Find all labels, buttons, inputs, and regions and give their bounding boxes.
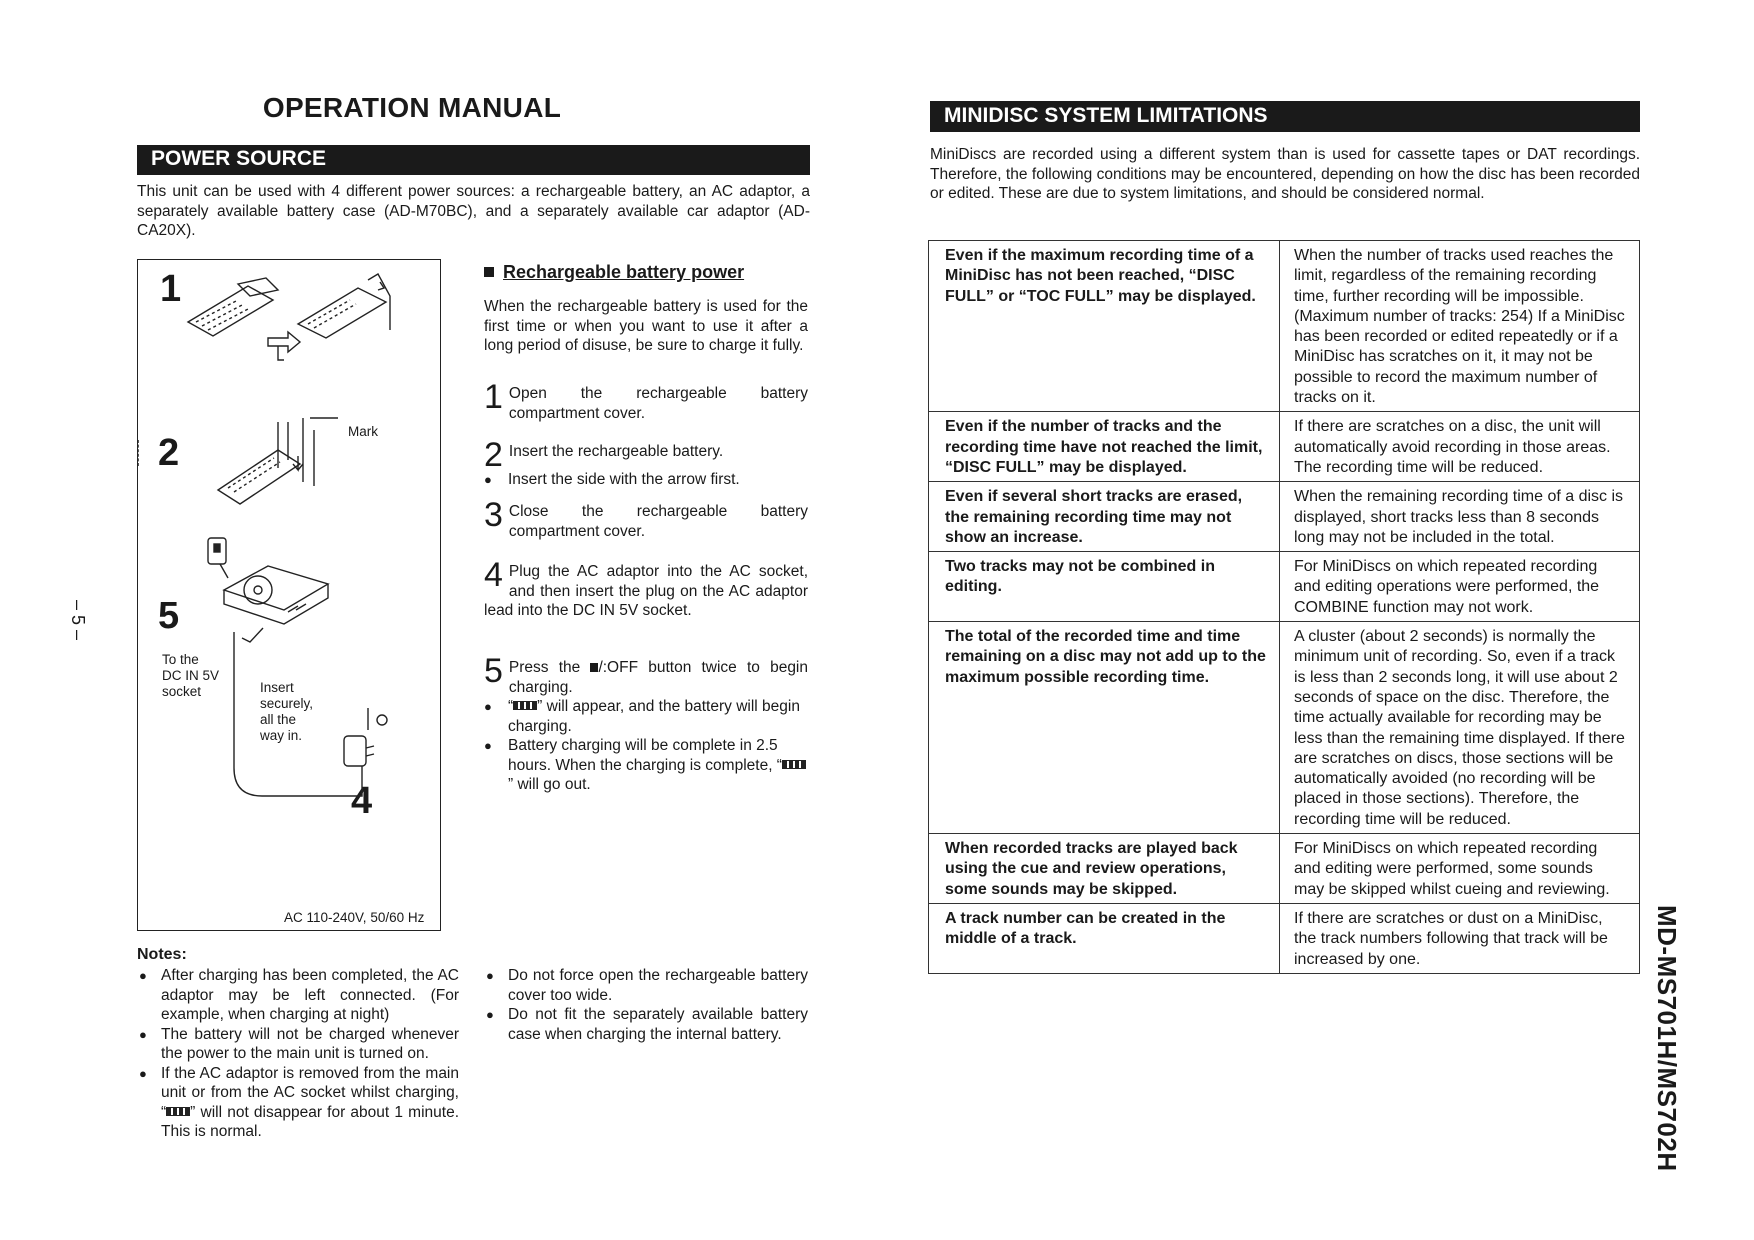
step-number: 2 [484, 436, 503, 474]
step-number: 1 [484, 378, 503, 416]
table-row [929, 552, 1640, 622]
condition-cell: Even if the maximum recording time of a MiniDisc has not been reached, “DISC FULL” or “TOC FULL” may be displayed. [929, 241, 1280, 412]
note-item [137, 1064, 459, 1142]
table-row [929, 241, 1640, 412]
explanation-cell: If there are scratches on a disc, the unit will automatically avoid recording in those areas. The recording time will be reduced. [1280, 412, 1640, 482]
table-row [929, 834, 1640, 904]
step-2 [484, 436, 808, 490]
battery-compartment-close-drawing [298, 274, 390, 338]
dc-in-socket-label: To the DC IN 5V socket [162, 652, 220, 699]
note-item: ● After charging has been completed, the AC adaptor may be left connected. (For example, when charging at night) [137, 966, 459, 1025]
arrow-right-icon [268, 332, 300, 360]
battery-compartment-open-drawing [188, 278, 278, 336]
figure-step-2-label: 2 [158, 432, 180, 474]
step-5-text-before: Press the [508, 659, 591, 676]
power-source-intro: This unit can be used with 4 different power sources: a rechargeable battery, an AC adaptor, a separately available battery case (AD-M70BC), and a separately available car adaptor (AD-CA20X). [137, 183, 810, 239]
step-text: Plug the AC adaptor into the AC socket, and then insert the plug on the AC adaptor lead into the DC IN 5V socket. [484, 563, 808, 619]
condition-cell: The total of the recorded time and time remaining on a disc may not add up to the maximum possible recording time. [929, 622, 1280, 834]
battery-illustration-svg [138, 260, 440, 930]
battery-indicator-icon [513, 701, 537, 710]
square-bullet-icon [484, 267, 494, 277]
step-1 [484, 378, 808, 423]
notes-right-column [484, 966, 808, 1044]
explanation-cell: For MiniDiscs on which repeated recording and editing were performed, some sounds may be skipped whilst cueing and reviewing. [1280, 834, 1640, 904]
notes-heading: Notes: [137, 946, 187, 963]
explanation-cell: When the remaining recording time of a disc is displayed, short tracks less than 8 seconds long may not be included in the total. [1280, 482, 1640, 552]
step-number: 3 [484, 496, 503, 534]
table-row [929, 903, 1640, 973]
step-text [484, 652, 808, 697]
figure-step-1-label: 1 [160, 268, 182, 310]
model-number: MD-MS701H/MS702H [1652, 905, 1682, 1172]
note-text-before: If the AC adaptor is removed from the main unit or from the AC socket whilst charging, “ [161, 1064, 459, 1121]
figure-step-4-label: 4 [351, 780, 373, 822]
section-heading-minidisc-limitations [930, 101, 1640, 132]
table-row [929, 412, 1640, 482]
step-bullet [484, 697, 808, 736]
notes-left-column [137, 966, 459, 1142]
explanation-cell: When the number of tracks used reaches the limit, regardless of the remaining recording time, further recording will be impossible. (Maximum number of tracks: 254) If a MiniDisc has been recorded or edited repeatedly or if a MiniDisc has scratches on it, it may not be possible to record the maximum number of tracks on it. [1280, 241, 1640, 412]
explanation-cell: A cluster (about 2 seconds) is normally the minimum unit of recording. So, even if a track is less than 2 seconds long, it will use about 2 seconds of space on the disc. Therefore, the time actually available for recording may be less than the remaining time displayed. If there are scratches on discs, those sections will be automatically avoided (no recording will be placed in those sections). Therefore, the recording time will be reduced. [1280, 622, 1640, 834]
step-text: Close the rechargeable battery compartment cover. [508, 503, 808, 540]
condition-cell: A track number can be created in the middle of a track. [929, 903, 1280, 973]
step-bullet: ● Insert the side with the arrow first. [484, 470, 808, 490]
ac-voltage-label: AC 110-240V, 50/60 Hz [284, 910, 425, 925]
step-4 [484, 556, 808, 621]
minidisc-intro: MiniDiscs are recorded using a different system than is used for cassette tapes or DAT recordings. Therefore, the following conditions may be encountered, depending on how the disc has been recorded or edited. These are due to system limitations, and should be considered normal. [930, 146, 1640, 202]
step-5-text-after: /:OFF button twice to begin charging. [508, 659, 808, 696]
condition-cell: Even if the number of tracks and the recording time have not reached the limit, “DISC FULL” may be displayed. [929, 412, 1280, 482]
insert-securely-label: Insert securely, all the way in. [260, 680, 314, 743]
note-item: ● Do not fit the separately available battery case when charging the internal battery. [484, 1005, 808, 1044]
table-row [929, 482, 1640, 552]
bullet-text-after: ” will go out. [508, 776, 591, 793]
bullet-text-after: ” will appear, and the battery will begin charging. [508, 698, 800, 735]
rechargeable-heading-text: Rechargeable battery power [503, 262, 745, 282]
note-item: ● Do not force open the rechargeable battery cover too wide. [484, 966, 808, 1005]
table-row [929, 622, 1640, 834]
explanation-cell: If there are scratches or dust on a MiniDisc, the track numbers following that track will be increased by one. [1280, 903, 1640, 973]
rechargeable-battery-heading [484, 262, 744, 283]
step-number: 4 [484, 556, 503, 594]
bullet-text-before: “ [508, 698, 514, 715]
bullet-text-before: Battery charging will be complete in 2.5 hours. When the charging is complete, “ [508, 737, 782, 774]
battery-insert-drawing [218, 418, 338, 504]
note-text-after: ” will not disappear for about 1 minute. This is normal. [161, 1103, 459, 1140]
battery-indicator-icon [782, 760, 806, 769]
battery-installation-figure [137, 259, 441, 931]
step-number: 5 [484, 652, 503, 690]
condition-cell: Two tracks may not be combined in editing. [929, 552, 1280, 622]
rechargeable-intro: When the rechargeable battery is used for the first time or when you want to use it after a long period of disuse, be sure to charge it fully. [484, 298, 808, 354]
page-number: – 5 – [68, 600, 88, 641]
step-text: Insert the rechargeable battery. [508, 443, 724, 460]
figure-step-5-label: 5 [158, 595, 180, 637]
condition-cell: When recorded tracks are played back using the cue and review operations, some sounds may be skipped. [929, 834, 1280, 904]
minidisc-unit-drawing [208, 538, 328, 624]
condition-cell: Even if several short tracks are erased, the remaining recording time may not show an increase. [929, 482, 1280, 552]
step-bullet [484, 736, 808, 795]
note-item: ● The battery will not be charged whenever the power to the main unit is turned on. [137, 1025, 459, 1064]
limitations-table [928, 240, 1640, 974]
step-5 [484, 652, 808, 795]
explanation-cell: For MiniDiscs on which repeated recording and editing operations were performed, the COMBINE function may not work. [1280, 552, 1640, 622]
power-source-heading-text: POWER SOURCE [151, 147, 327, 170]
step-text: Open the rechargeable battery compartment cover. [508, 385, 808, 422]
page-title: OPERATION MANUAL [262, 92, 562, 123]
step-3 [484, 496, 808, 541]
battery-indicator-icon [166, 1107, 190, 1116]
section-heading-power-source [137, 145, 810, 175]
minidisc-heading-text: MINIDISC SYSTEM LIMITATIONS [944, 104, 1268, 127]
mark-callout: Mark [348, 424, 378, 439]
